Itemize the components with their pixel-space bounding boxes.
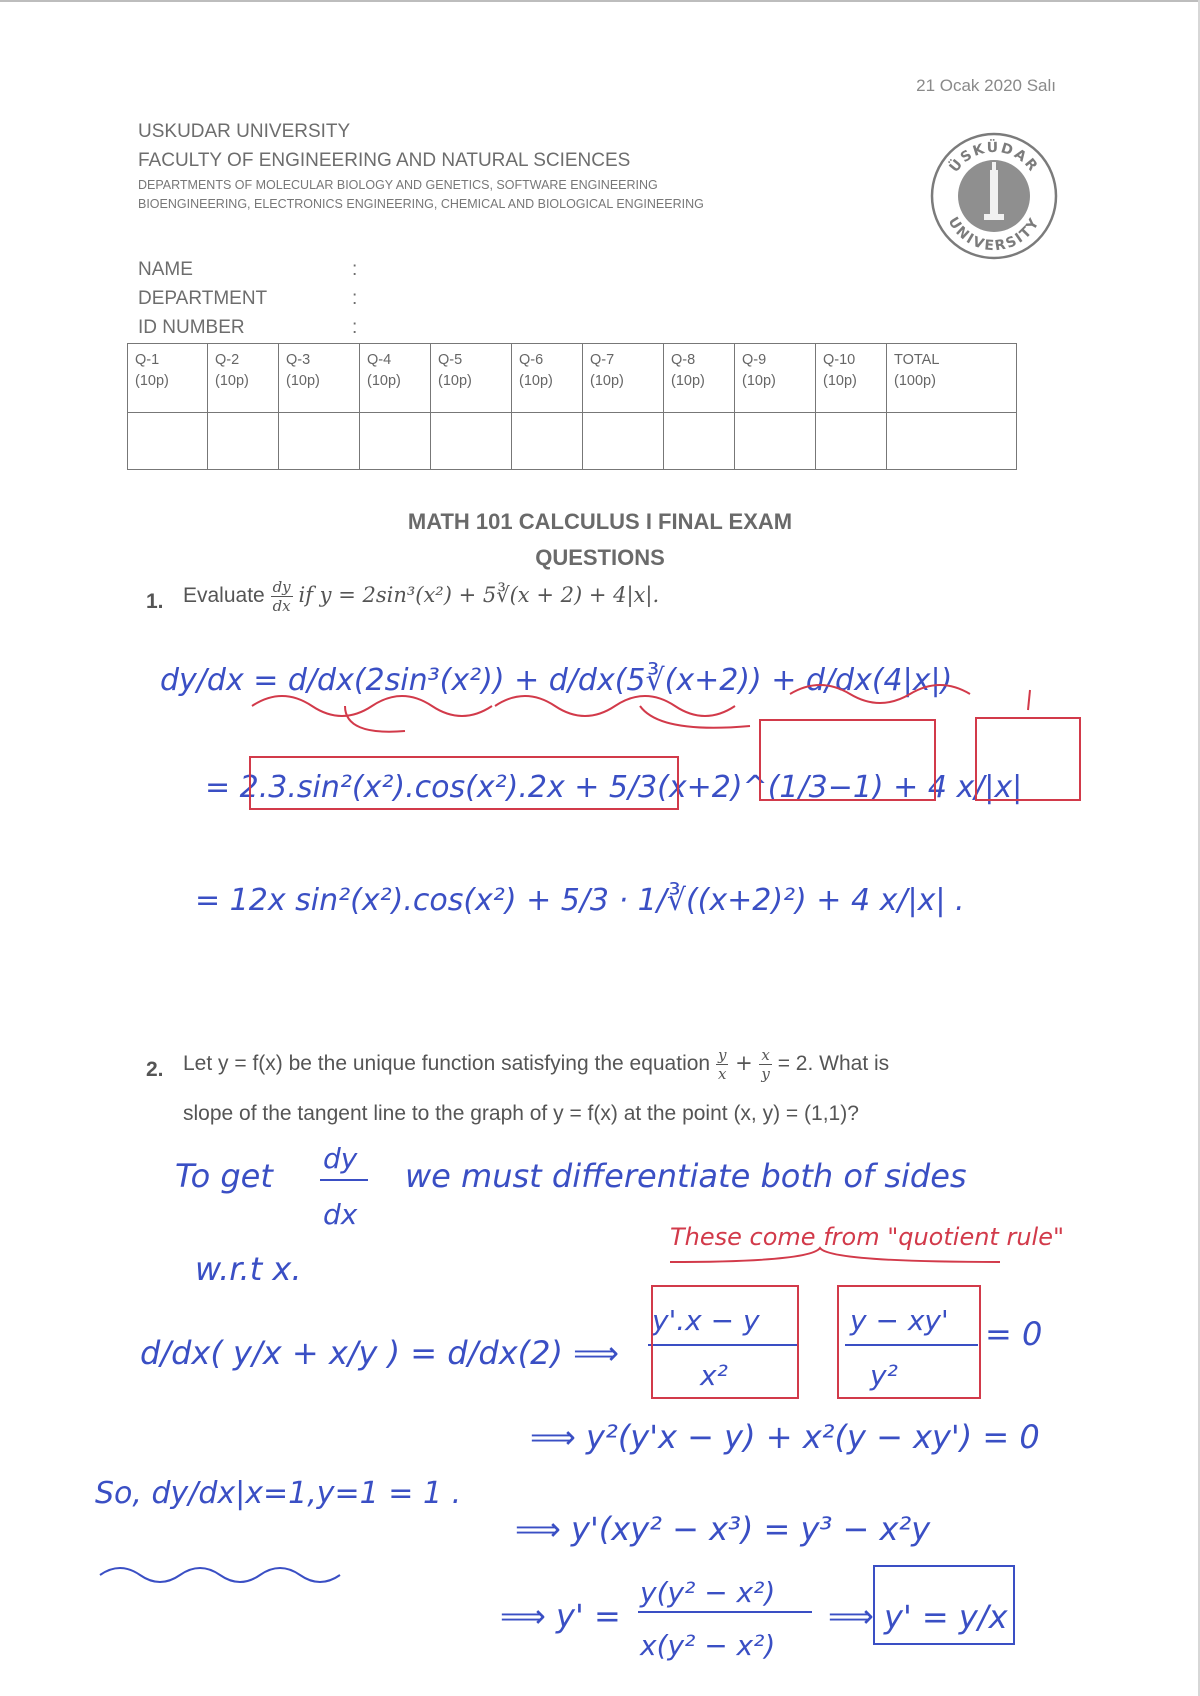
department-label: DEPARTMENT xyxy=(138,288,268,309)
q2-intro-part-3: w.r.t x. xyxy=(195,1250,302,1288)
q2-step-4-lhs: ⟹ y' = xyxy=(500,1597,621,1635)
question-1-number: 1. xyxy=(146,590,164,613)
q2-box2-num: y − xy' xyxy=(850,1304,949,1337)
q2-step-3: ⟹ y'(xy² − x³) = y³ − x²y xyxy=(515,1510,931,1548)
question-2-lead: Let y = f(x) be the unique function satisfying the equation xyxy=(183,1052,711,1076)
logo-text-bottom: UNIVERSITY xyxy=(944,214,1044,255)
q1-arrow-2 xyxy=(640,706,750,728)
q2-intro-frac-num: dy xyxy=(323,1142,358,1175)
name-colon: : xyxy=(352,259,358,280)
question-1-derivative-fraction: $\frac{dy}{dx}$ xyxy=(272,578,291,615)
q2-step-1: d/dx( y/x + x/y ) = d/dx(2) ⟹ xyxy=(140,1334,619,1372)
id-number-colon: : xyxy=(352,317,358,338)
q2-intro-frac-den: dx xyxy=(323,1198,358,1231)
q2-step-1-tail: = 0 xyxy=(985,1315,1043,1353)
university-name: USKUDAR UNIVERSITY xyxy=(138,121,351,142)
q2-step-2: ⟹ y²(y'x − y) + x²(y − xy') = 0 xyxy=(530,1418,1040,1456)
question-2-frac-a: $\frac{y}{x}$ xyxy=(717,1046,727,1083)
logo-text-top: ÜSKÜDAR xyxy=(946,139,1042,176)
department-colon: : xyxy=(352,288,358,309)
score-header-q8: Q-8 (10p) xyxy=(664,344,735,413)
question-1-lead: Evaluate xyxy=(183,584,265,608)
q1-arrow-1 xyxy=(345,706,405,732)
q1-handwritten-line-1: dy/dx = d/dx(2sin³(x²)) + d/dx(5∛(x+2)) + d/dx(4|x|) xyxy=(160,663,953,698)
q2-result: y' = y/x xyxy=(884,1598,1008,1636)
name-label: NAME xyxy=(138,259,193,280)
score-header-total: TOTAL (100p) xyxy=(887,344,1017,413)
departments-line-2: BIOENGINEERING, ELECTRONICS ENGINEERING, CHEMICAL AND BIOLOGICAL ENGINEERING xyxy=(138,197,704,211)
score-header-q10: Q-10 (10p) xyxy=(816,344,887,413)
q2-conclusion: So, dy/dx|x=1,y=1 = 1 . xyxy=(95,1476,462,1511)
q1-handwritten-line-3: = 12x sin²(x²).cos(x²) + 5/3 · 1/∛((x+2)²) + 4 x/|x| . xyxy=(195,883,965,918)
q2-step-4-num: y(y² − x²) xyxy=(640,1576,776,1609)
q2-intro-part-2: we must differentiate both of sides xyxy=(405,1157,967,1195)
question-2-text-line-2: slope of the tangent line to the graph of y = f(x) at the point (x, y) = (1,1)? xyxy=(183,1102,859,1125)
q1-handwritten-line-2: = 2.3.sin²(x²).cos(x²).2x + 5/3(x+2)^(1/3−1) + 4 x/|x| xyxy=(205,770,1023,805)
q2-step-4-arrow: ⟹ xyxy=(828,1597,874,1635)
q2-box1-den: x² xyxy=(700,1359,728,1392)
score-header-q3: Q-3 (10p) xyxy=(279,344,360,413)
question-2-frac-b: $\frac{x}{y}$ xyxy=(761,1046,770,1083)
departments-line-1: DEPARTMENTS OF MOLECULAR BIOLOGY AND GENETICS, SOFTWARE ENGINEERING xyxy=(138,178,658,192)
q2-box1-num: y'.x − y xyxy=(652,1304,760,1337)
q2-quotient-note: These come from "quotient rule" xyxy=(670,1223,1065,1251)
q1-underline-1 xyxy=(252,696,492,716)
score-header-q7: Q-7 (10p) xyxy=(583,344,664,413)
question-2-eq-tail: = 2. What is xyxy=(777,1052,890,1076)
score-header-q5: Q-5 (10p) xyxy=(431,344,512,413)
q1-arrow-3 xyxy=(1028,690,1030,710)
score-header-q9: Q-9 (10p) xyxy=(735,344,816,413)
score-header-q4: Q-4 (10p) xyxy=(360,344,431,413)
score-header-q2: Q-2 (10p) xyxy=(208,344,279,413)
id-number-label: ID NUMBER xyxy=(138,317,245,338)
exam-date: 21 Ocak 2020 Salı xyxy=(916,76,1056,95)
q2-quotient-box-2 xyxy=(838,1286,980,1398)
faculty-name: FACULTY OF ENGINEERING AND NATURAL SCIENCES xyxy=(138,150,631,171)
question-1-condition: if y = 2sin³(x²) + 5∛(x + 2) + 4|x|. xyxy=(298,583,660,608)
q1-underline-2 xyxy=(495,696,735,716)
q2-conclusion-underline xyxy=(100,1568,340,1582)
exam-title: MATH 101 CALCULUS I FINAL EXAM xyxy=(407,509,793,534)
q2-intro-part-1: To get xyxy=(175,1157,273,1195)
score-header-q1: Q-1 (10p) xyxy=(128,344,208,413)
q2-step-4-den: x(y² − x²) xyxy=(640,1629,776,1662)
exam-subtitle: QUESTIONS xyxy=(535,545,665,570)
question-2-text-line-1: Let y = f(x) be the unique function satisfying the equation $\frac{y}{x}$ + $\frac{x}{y}$ = 2. What is xyxy=(183,1046,890,1083)
q2-box2-den: y² xyxy=(870,1359,898,1392)
score-header-q6: Q-6 (10p) xyxy=(512,344,583,413)
question-2-number: 2. xyxy=(146,1058,164,1081)
